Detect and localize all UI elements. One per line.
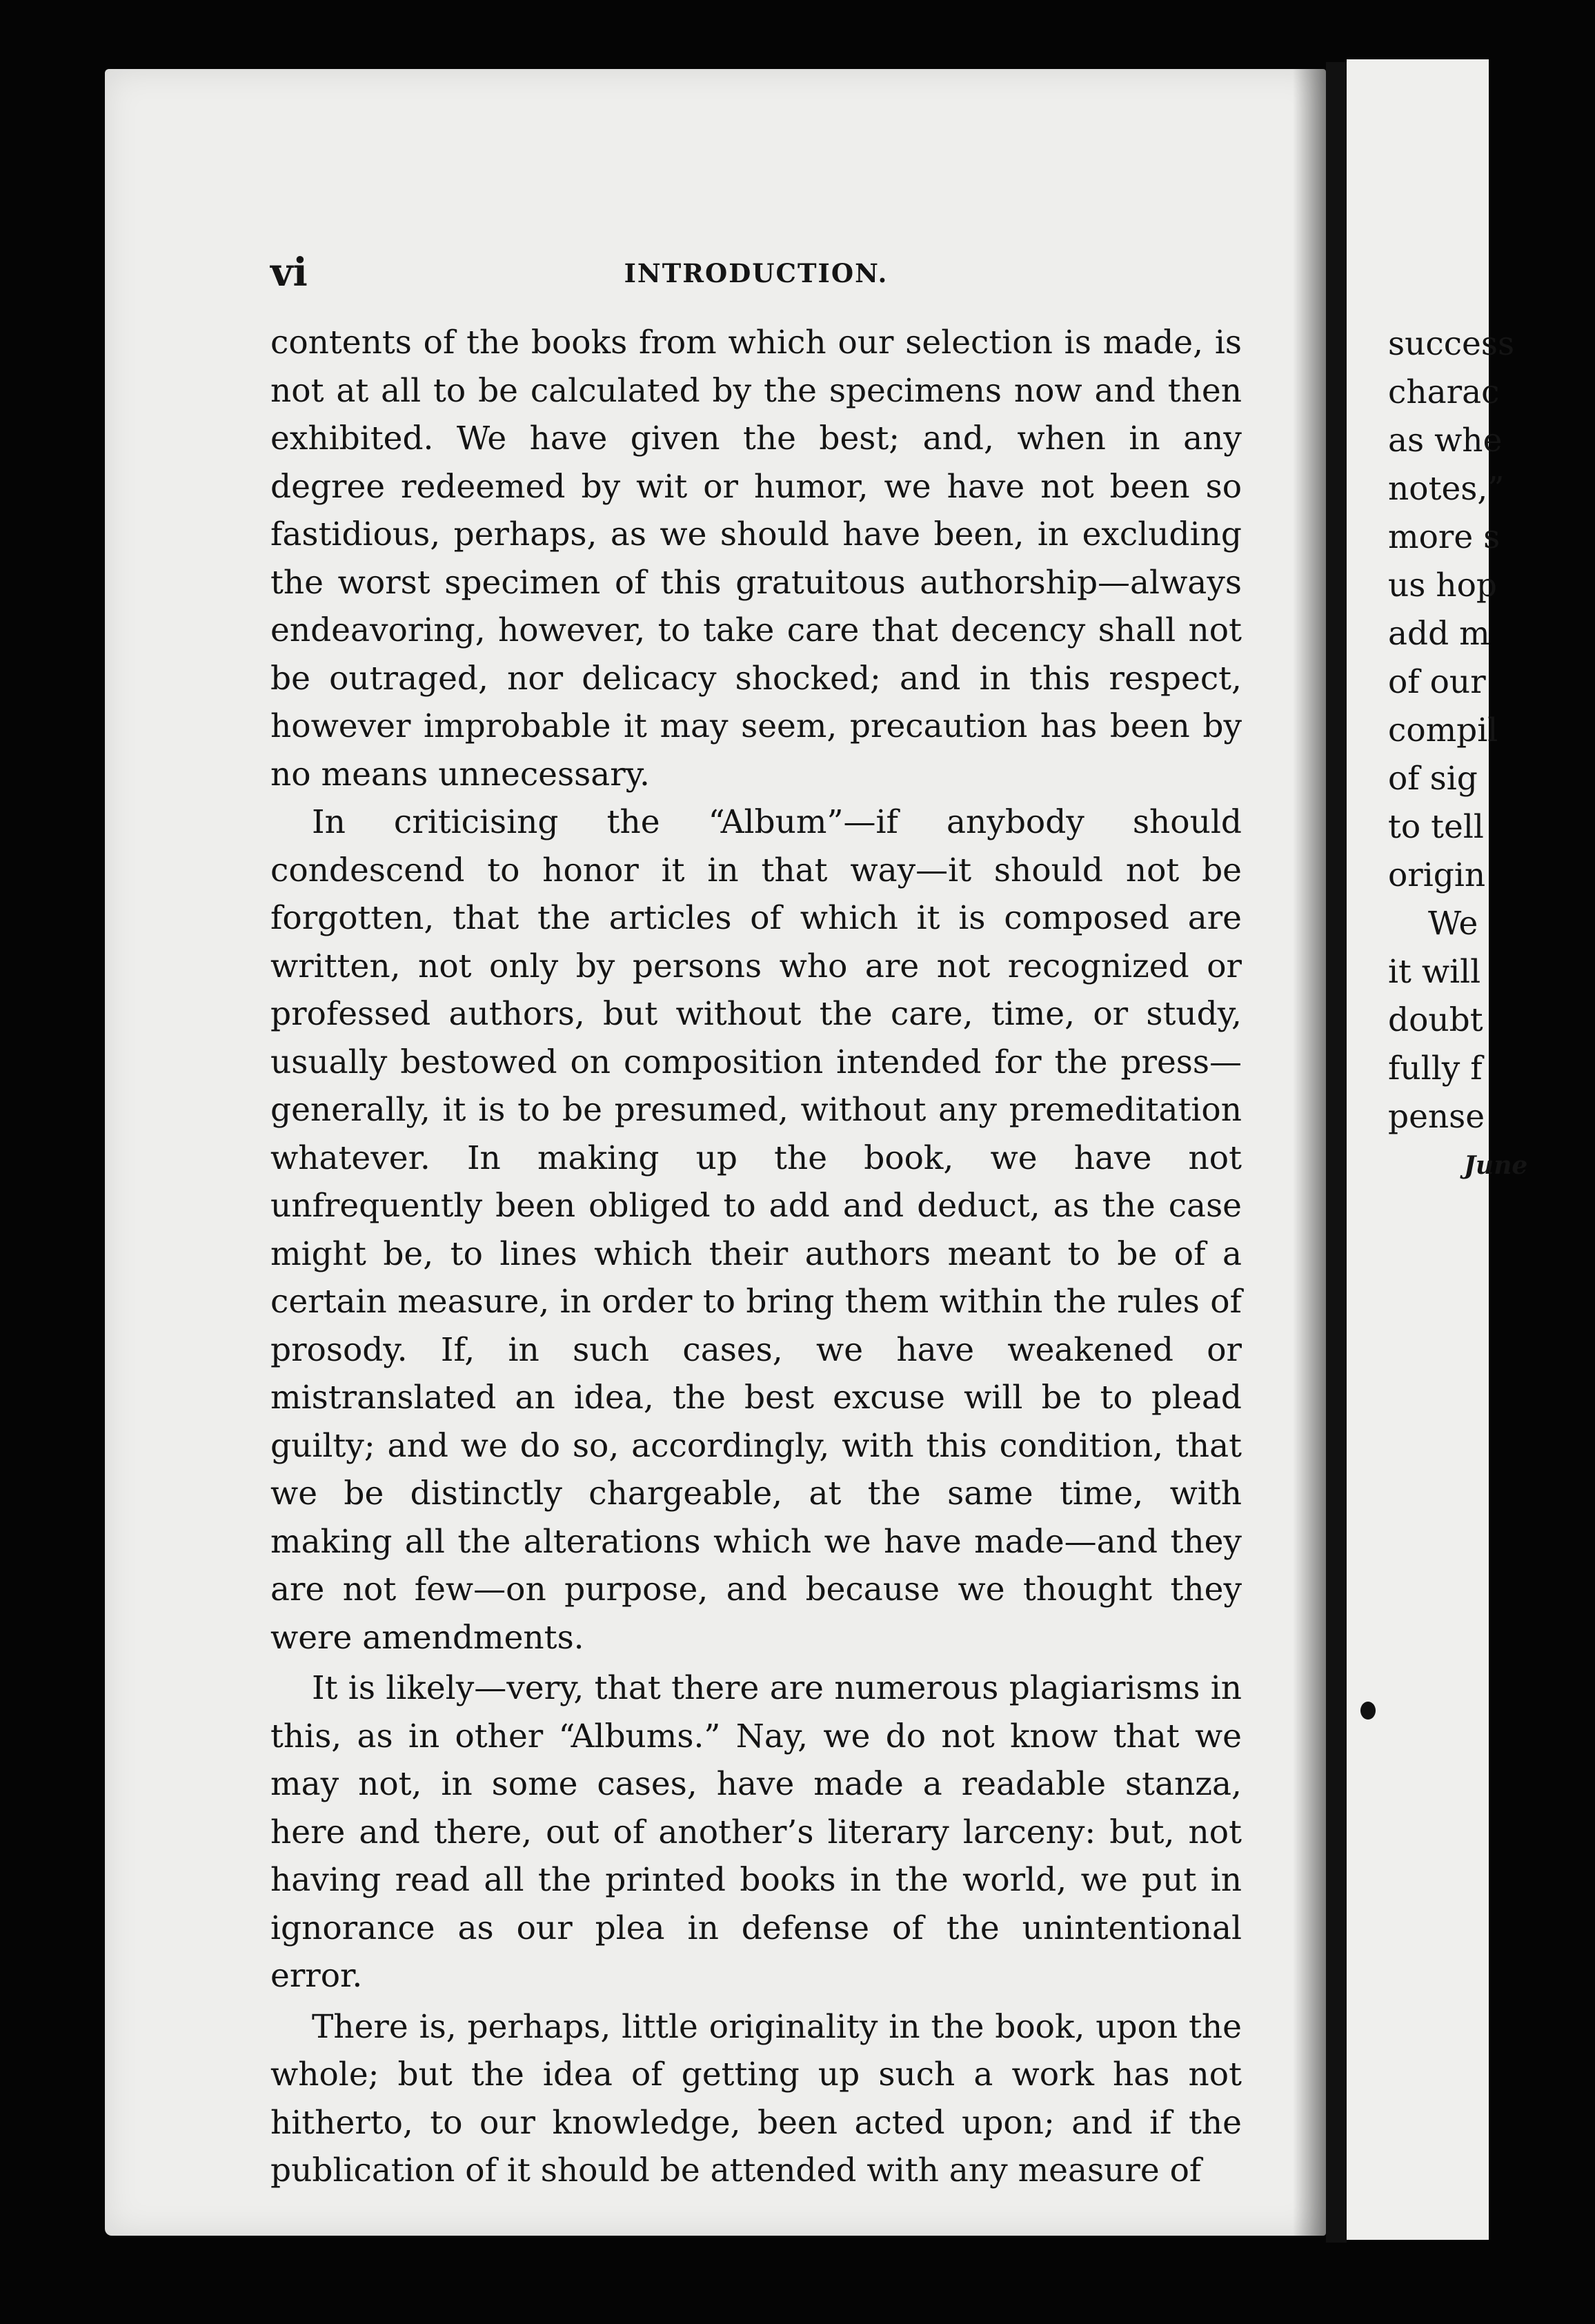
right-line: of our [1388,663,1486,701]
page-header [270,250,1242,298]
right-line: success [1388,325,1515,363]
right-line: charac [1388,373,1500,411]
right-page-text [1388,320,1595,1190]
right-line: more s [1388,518,1500,556]
running-head: INTRODUCTION. [624,258,889,288]
right-line: it will [1388,953,1481,991]
right-line: as whe [1388,422,1503,460]
right-line: add m [1388,615,1490,653]
right-page-fragment [1347,59,1528,2240]
right-line: doubt [1388,1001,1483,1039]
book-gutter [1326,62,1347,2243]
right-line: fully f [1388,1050,1483,1087]
ink-speck [1360,1702,1376,1720]
right-line: pense [1388,1098,1485,1136]
body-text [270,319,1242,2195]
paragraph-2: In criticising the “Album”—if anybody should condescend to honor it in that way—it should not be forgotten, that the articles of which it is composed are written, not only by persons who are not recognized or professed authors, but without the care, time, or study, usually bestowed on composition intended for the press—generally, it is to be presumed, without any premeditation whatever. In making up the book, we have not unfrequently been obliged to add and deduct, as the case might be, to lines which their authors meant to be of a certain measure, in order to bring them within the rules of prosody. If, in such cases, we have weakened or mistranslated an idea, the best excuse will be to plead guilty; and we do so, accordingly, with this condition, that we be distinctly chargeable, at the same time, with making all the alterations which we have made—and they are not few—on purpose, and because we thought they were amendments. [270,803,1242,1657]
right-line: notes,” [1388,470,1505,508]
paragraph-1: contents of the books from which our selection is made, is not at all to be calculated by the specimens now and then exhibited. We have given the best; and, when in any degree redeemed by wit or humor, we have not been so fastidious, perhaps, as we should have been, in excluding the worst specimen of this gratuitous authorship—always endeavoring, however, to take care that decency shall not be outraged, nor delicacy shocked; and in this respect, however improbable it may seem, precaution has been by no means unnecessary. [270,324,1242,794]
paragraph-4: There is, perhaps, little originality in the book, upon the whole; but the idea of getting up such a work has not hitherto, to our knowledge, been acted upon; and if the publication of it should be attended with any measure of [270,2007,1242,2189]
paragraph-3: It is likely—very, that there are numerous plagiarisms in this, as in other “Albums.” Nay, we do not know that we may not, in some cases, have made a readable stanza, here and there, out of another’s literary larceny: but, not having read all the printed books in the world, we put in ignorance as our plea in defense of the unintentional error. [270,1669,1242,1995]
right-line: us hop [1388,567,1497,604]
right-line: to tell [1388,808,1484,846]
right-line: of sig [1388,760,1478,798]
right-line: compil [1388,711,1498,749]
page-number: vi [270,250,308,295]
right-line-date: June [1464,1151,1528,1180]
right-line: origin [1388,856,1486,894]
right-line: We [1428,905,1478,943]
